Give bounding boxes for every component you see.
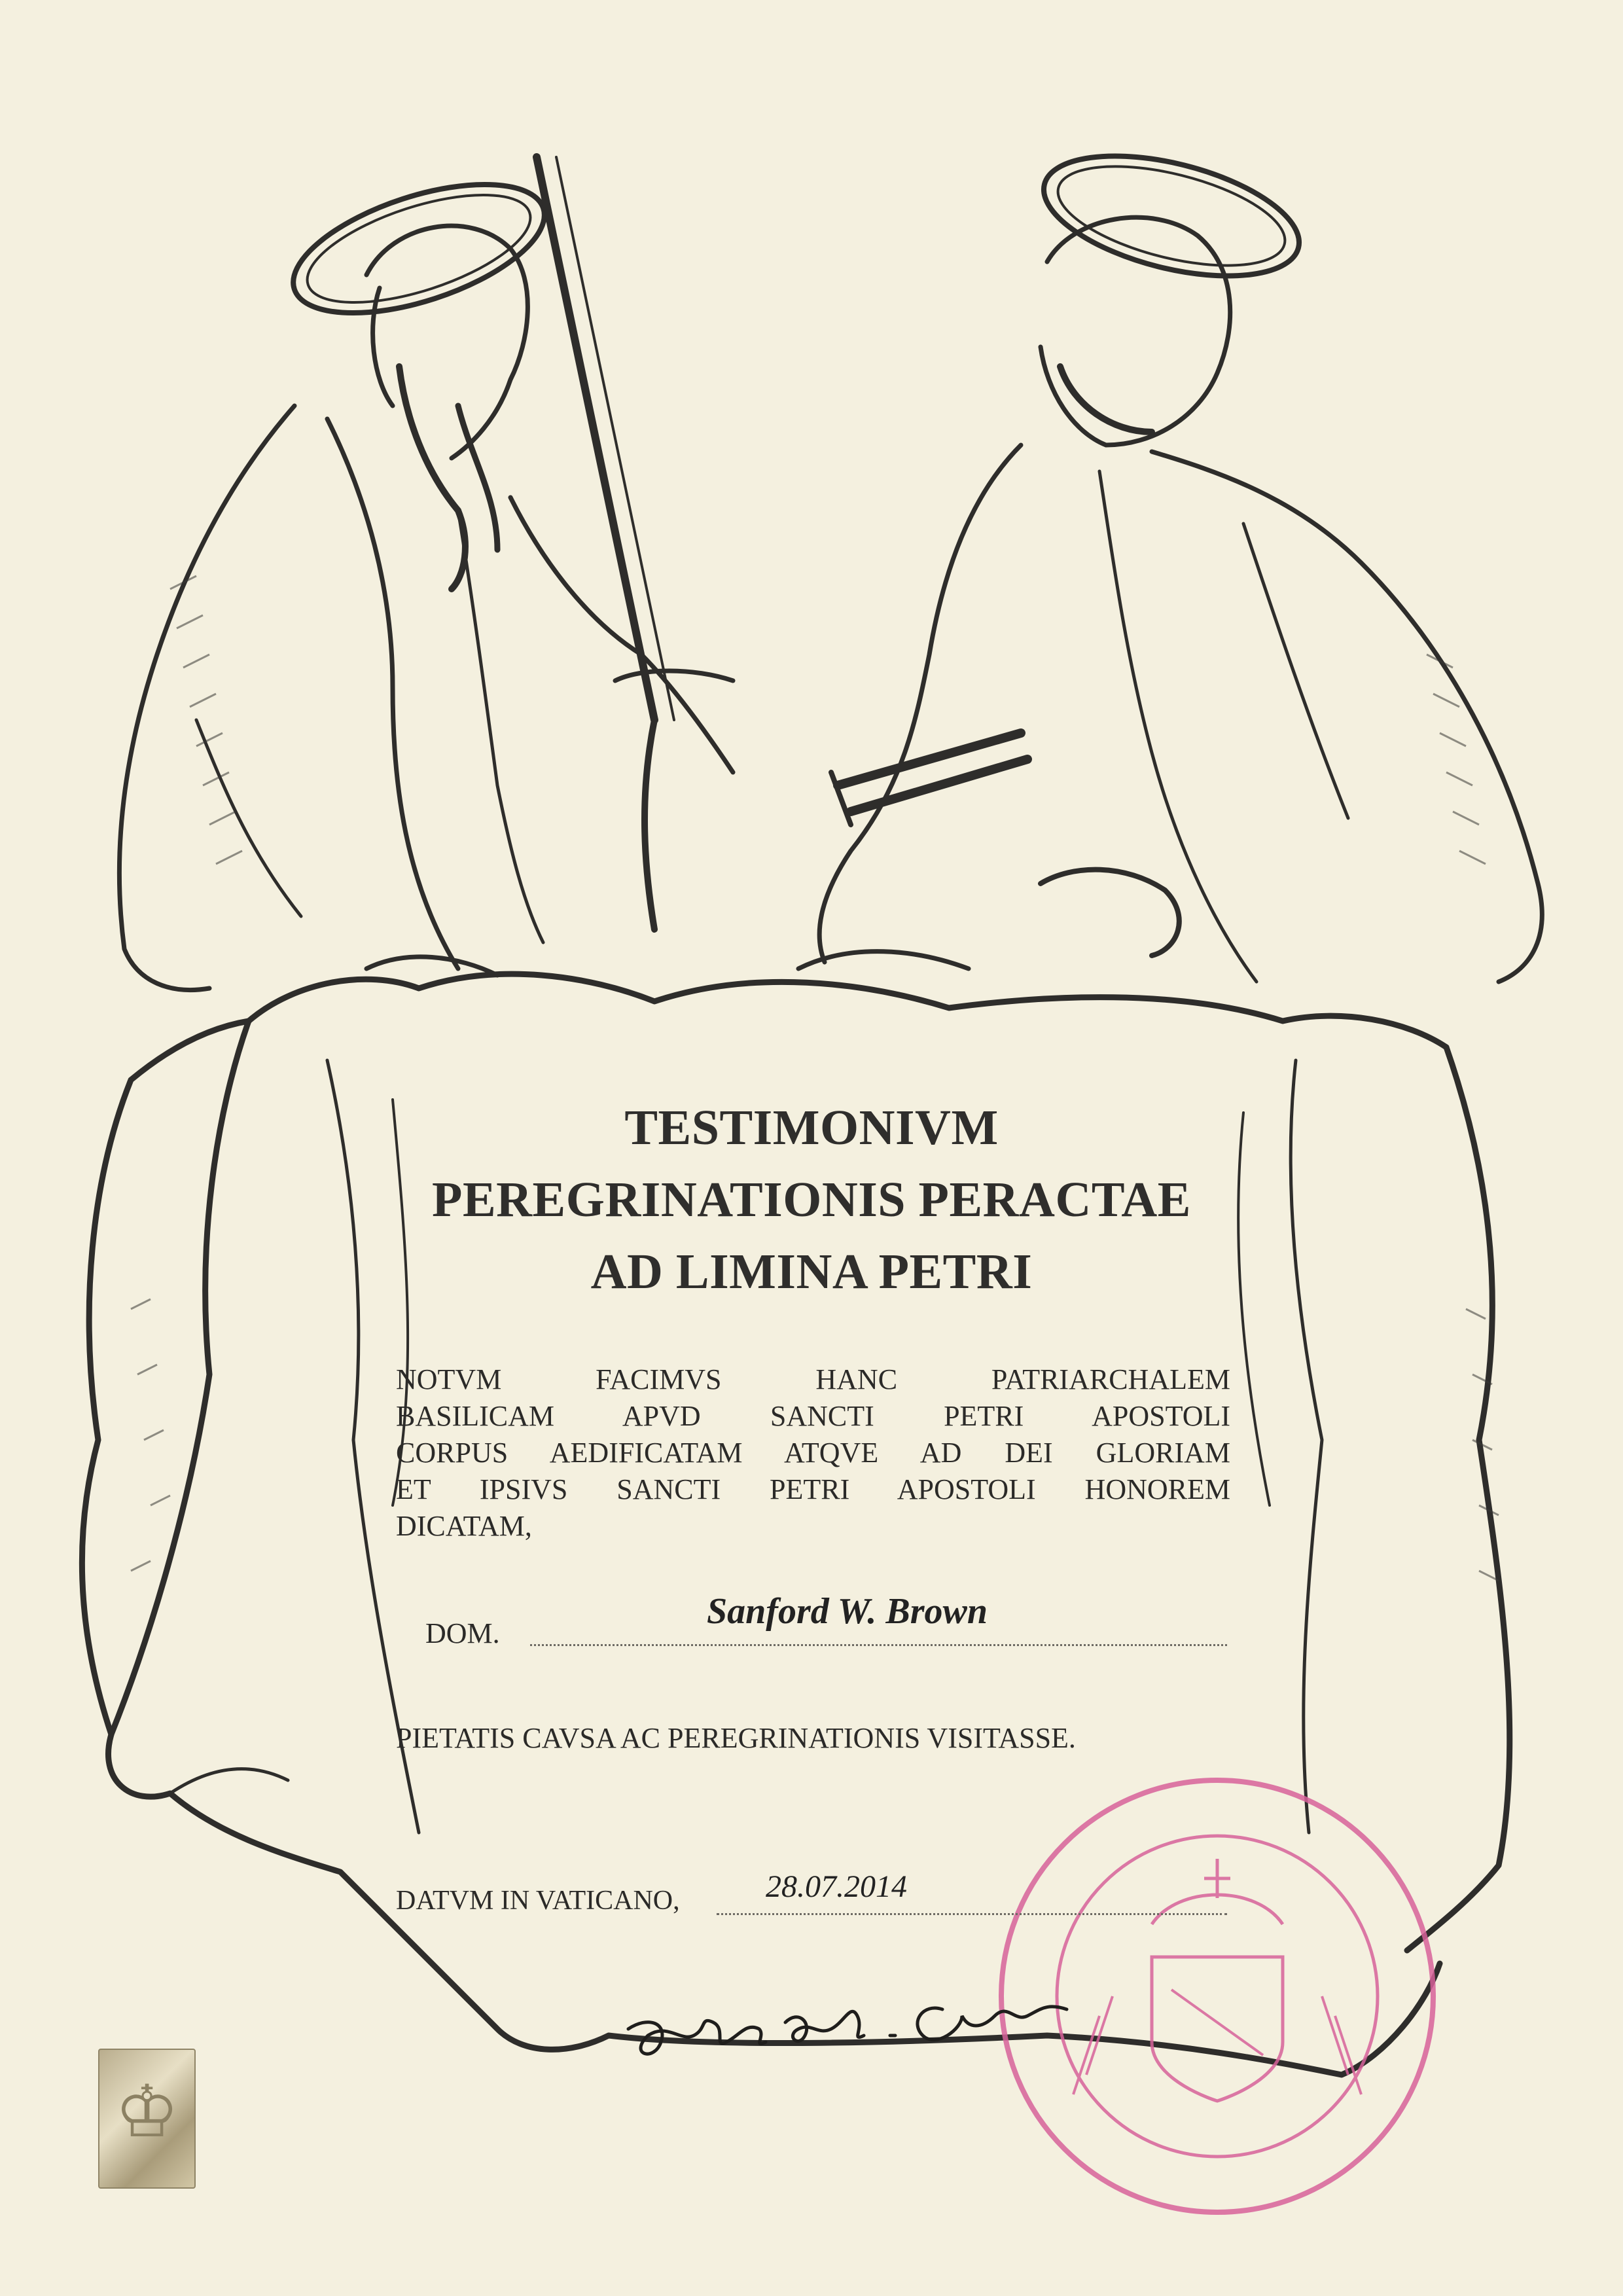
- issue-date: 28.07.2014: [766, 1869, 907, 1904]
- body-line-5: DICATAM,: [396, 1510, 532, 1542]
- recipient-name: Sanford W. Brown: [707, 1591, 988, 1632]
- body-line-4: ET IPSIVS SANCTI PETRI APOSTOLI HONOREM: [396, 1473, 1230, 1505]
- pietatis-line: PIETATIS CAVSA AC PEREGRINATIONIS VISITASSE.: [396, 1722, 1076, 1754]
- body-line-2: BASILICAM APVD SANCTI PETRI APOSTOLI: [396, 1400, 1230, 1432]
- hologram-sticker: [98, 2049, 196, 2189]
- title-line-1: TESTIMONIVM: [624, 1100, 999, 1155]
- datum-label: DATVM IN VATICANO,: [396, 1886, 680, 1916]
- title-line-3: AD LIMINA PETRI: [590, 1244, 1033, 1299]
- cardinal-seal-stamp: [1001, 1780, 1433, 2212]
- date-dotted-line: [717, 1913, 1227, 1915]
- st-peter-figure: [798, 217, 1542, 982]
- body-line-3: CORPUS AEDIFICATAM ATQVE AD DEI GLORIAM: [396, 1437, 1230, 1469]
- halos: [278, 134, 1311, 339]
- body-line-1: NOTVM FACIMVS HANC PATRIARCHALEM: [396, 1363, 1230, 1395]
- name-dotted-line: [530, 1644, 1227, 1646]
- certificate-body: [396, 1361, 1230, 1545]
- papal-tiara-keys-icon: ♔: [115, 2070, 179, 2153]
- title-line-2: PEREGRINATIONIS PERACTAE: [432, 1172, 1191, 1227]
- dom-label: DOM.: [425, 1617, 500, 1649]
- st-paul-figure: [119, 157, 733, 990]
